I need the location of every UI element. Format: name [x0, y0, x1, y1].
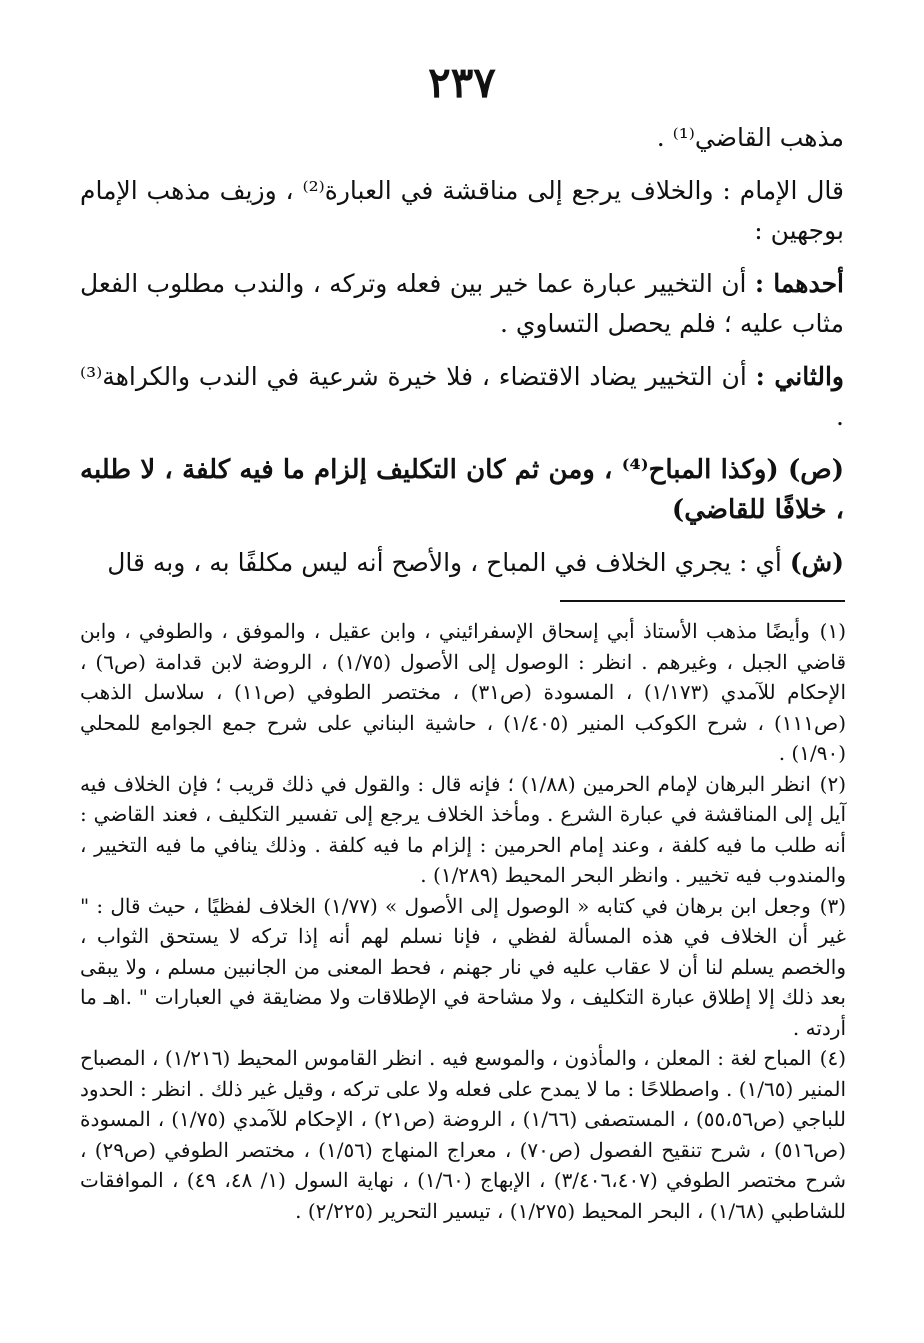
sharh-label: (ش) — [789, 548, 844, 577]
footnote-4 — [80, 1043, 846, 1226]
footnote-2 — [80, 769, 846, 891]
footnote-3 — [80, 891, 846, 1044]
sharh-text: أي : يجري الخلاف في المباح ، والأصح أنه ليس مكلفًا به ، وبه قال — [107, 548, 782, 577]
paragraph-second-reason — [80, 357, 844, 437]
footnote-1 — [80, 616, 846, 769]
page-number: ٢٣٧ — [428, 58, 496, 107]
footnote-text: المباح لغة : المعلن ، والمأذون ، والموسع فيه . انظر القاموس المحيط (١/٢١٦) ، المصباح المنير (١/٦٥) . واصطلاحًا : ما لا يمدح على فعله ولا على تركه ، وقيل غير ذلك . انظر : الحدود للباجي (ص٥٥،٥٦) ، المستصفى (١/٦٦) ، الروضة (ص٢١) ، الإحكام للآمدي (١/٧٥) ، المسودة (ص٥١٦) ، شرح تنقيح الفصول (ص٧٠) ، معراج المنهاج (١/٥٦) ، مختصر الطوفي (ص٢٩) ، شرح مختصر الطوفي (٣/٤٠٦،٤٠٧) ، الإبهاج (١/٦٠) ، نهاية السول (١/ ٤٨، ٤٩) ، الموافقات للشاطبي (١/٦٨) ، البحر المحيط (١/٢٧٥) ، تيسير التحرير (٢/٢٢٥) . — [80, 1046, 847, 1223]
first-reason-label: أحدهما : — [754, 269, 844, 298]
footnote-number: (٤) — [819, 1046, 847, 1070]
footnote-separator — [560, 600, 845, 602]
footnote-text: وجعل ابن برهان في كتابه « الوصول إلى الأصول » (١/٧٧) الخلاف لفظيًا ، حيث قال : " غير أن الخلاف في هذه المسألة لفظي ، فإنا نسلم لهم أنه إذا تركه لا يستحق الثواب ، والخصم يسلم لنا أن لا عقاب عليه في نار جهنم ، فحط المعنى من الجانبين مسلم ، ولا يبقى بعد ذلك إلا إطلاق عبارة التكليف ، ولا مشاحة في الإطلاقات ولا مضايقة في العبارات " .اهـ ما أردته . — [80, 893, 846, 1040]
paragraph-qadi-madhhab: مذهب القاضي⁽¹⁾ . — [656, 123, 844, 152]
paragraph-imam-saying: قال الإمام : والخلاف يرجع إلى مناقشة في العبارة⁽²⁾ ، وزيف مذهب الإمام بوجهين : — [80, 176, 844, 245]
paragraph-first-reason — [80, 264, 844, 344]
first-reason-text: أن التخيير عبارة عما خير بين فعله وتركه ، والندب مطلوب الفعل مثاب عليه ؛ فلم يحصل التساوي . — [80, 269, 844, 338]
second-reason-text: أن التخيير يضاد الاقتضاء ، فلا خيرة شرعية في الندب والكراهة⁽³⁾ . — [80, 362, 844, 431]
footnote-text: وأيضًا مذهب الأستاذ أبي إسحاق الإسفرائيني ، وابن عقيل ، والموفق ، والطوفي ، وابن قاضي الجبل ، وغيرهم . انظر : الوصول إلى الأصول (١/٧٥) ، الروضة لابن قدامة (ص٦) ، الإحكام للآمدي (١/١٧٣) ، المسودة (ص٣١) ، مختصر الطوفي (ص١١) ، سلاسل الذهب (ص١١١) ، شرح الكوكب المنير (١/٤٠٥) ، حاشية البناني على شرح جمع الجوامع للمحلي (١/٩٠) . — [80, 619, 847, 765]
footnote-number: (٢) — [819, 771, 846, 796]
paragraph-matn-text: (ص) (وكذا المباح⁽⁴⁾ ، ومن ثم كان التكليف إلزام ما فيه كلفة ، لا طلبه ، خلافًا للقاضي) — [80, 455, 844, 525]
footnote-number: (١) — [819, 619, 846, 643]
footnote-number: (٣) — [819, 893, 846, 918]
paragraph-sharh-text — [80, 543, 844, 583]
footnotes — [80, 616, 846, 1226]
main-text — [80, 118, 844, 596]
second-reason-label: والثاني : — [755, 362, 845, 391]
footnote-text: انظر البرهان لإمام الحرمين (١/٨٨) ؛ فإنه قال : والقول في ذلك قريب ؛ فإن الخلاف فيه آيل إلى المناقشة في عبارة الشرع . ومأخذ الخلاف يرجع إلى تفسير التكليف ، فعند القاضي : أنه طلب ما فيه كلفة ، وعند إمام الحرمين : إلزام ما فيه كلفة . وذلك ينافي ما فيه التخيير ، والمندوب فيه تخيير . وانظر البحر المحيط (١/٢٨٩) . — [80, 771, 846, 887]
